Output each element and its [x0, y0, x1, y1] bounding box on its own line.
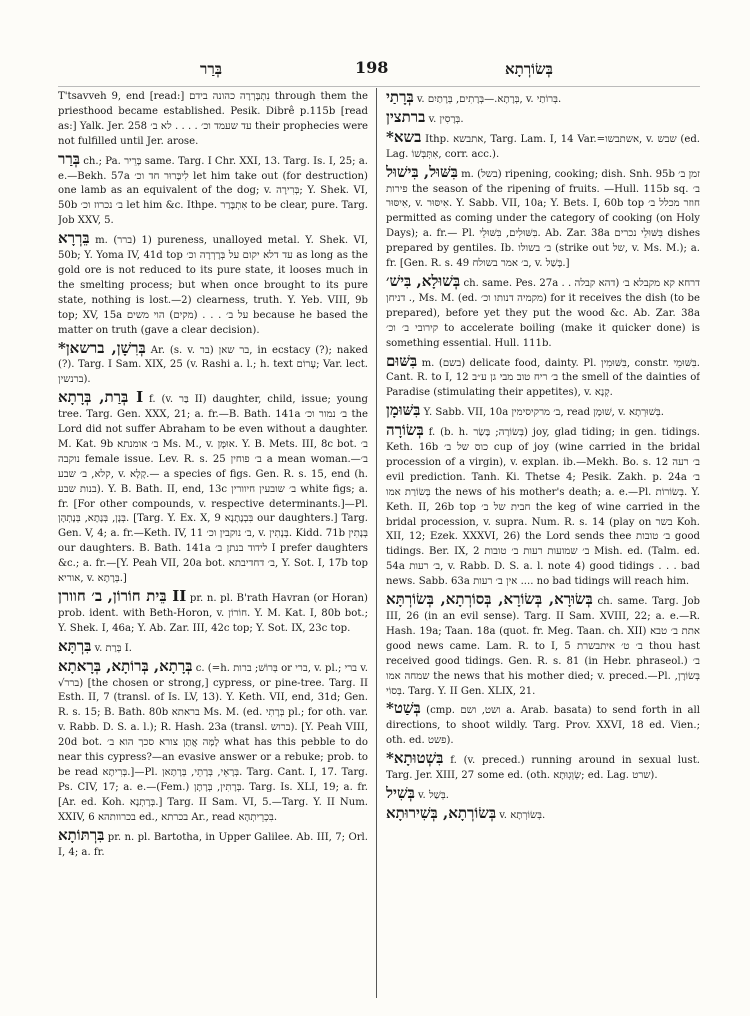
entry-headword: בְּרָתַי: [386, 90, 414, 106]
entry-headword: *בְּרִשָׁן, ברשאן: [58, 338, 146, 357]
dictionary-entry: [386, 107, 700, 128]
entry-body: f. (b. h. בְּשׂוֹרָה; בָּשַׂר) joy, glad tiding; in gen. tidings. Keth. 16b כוס של ב׳ cup of joy (wine carried in the bridal procession of a virgin), v. explan. ib.—Mekh. Bo. s. 12 ב׳ רעה evil prediction. Tanh. Ki. Thetse 4; Pesik. Zakh. p. 24a ב׳ בְּשׂוֹרַת אמו the news of his mother's death; a. e.—Pl. בְּשׂוֹרוֹת. Y. Keth. II, 26b top חבית של ב׳ the keg of wine carried in the bridal procession, v. supra. Num. R. s. 14 (play on בשר Koh. XII, 12; Ezek. XXXVI, 26) the Lord sends thee ב׳ טובות good tidings. Ber. IX, 2 ב׳ שמועות רעות ב׳ טובות Mish. ed. (Talm. ed. 54a ב׳ רעות, v. Rabb. D. S. a. l. note 4) good tidings . . . bad news. Sabb. 63a אין ב׳ רעות .... no bad tidings will reach him.: [386, 427, 700, 588]
entry-headword: בִּשּׁוּל, בִּישׁוּל: [386, 162, 458, 181]
entry-body: v. בְּשַׁל.: [418, 789, 449, 801]
entry-body: m. (ברר) 1) pureness, unalloyed metal. Y. Shek. VI, 50b; Y. Yoma IV, 41d top עד דלא יקום על בְּרָרְרָה וכ׳ as long as the gold ore is not reduced to its pure state, it looses much in the smelting process; but when once brought to its pure state, nothing is lost.—2) clearness, truth. Y. Yeb. VIII, 9b top; XV, 15a על ב׳ . . . (מקים) הוי משים because he based the matter on truth (gave a clear decision).: [58, 235, 368, 336]
entry-headword: ברתצין: [386, 107, 426, 126]
entry-headword: בִּשּׁוּמָן: [386, 401, 421, 420]
entry-body: ch. same. Pes. 27a דרחא קא מקבלא ב׳ (דהא קבלה . . . דניחן, Ms. M. (ed. מקמיה דנותו וכ׳) for it receives the dish (to be prepared), before yet they put the wood &c. Ab. Zar. 38a קירובי ב׳ וכ׳ to accelerate boiling (make it quicker done) is something essential. Hull. 111b.: [386, 277, 700, 349]
column-divider: [376, 88, 377, 998]
entry-body: ch. same. Targ. Job III, 26 (in an evil sense). Targ. II Sam. XVIII, 22; a. e.—R. Hash. 19a; Taan. 18a (quot. fr. Meg. Taan. ch. XII) אתת ב׳ טבא good news came. Lam. R. to I, 5 ב׳ ט׳ איתבשרת thou hast received good tidings. Gen. R. s. 81 (in Hebr. phraseol.) ב׳ שמחה אמו the news that his mother died; v. preced.—Pl. בְּשׂוֹרָן, בְּסוֹי. Targ. Y. II Gen. XLIX, 21.: [386, 596, 700, 697]
dictionary-entry: [386, 271, 700, 352]
entry-headword: בְּשׂוֹרָה: [386, 421, 424, 440]
dictionary-entry: [58, 149, 368, 230]
dictionary-entry: [386, 162, 700, 272]
left-column: [58, 90, 368, 996]
dictionary-entry: [386, 751, 700, 784]
dictionary-entry: [58, 656, 368, 826]
page-number: 198: [355, 58, 389, 77]
entry-body: m. (בשם) delicate food, dainty. Pl. בִּשּׁוּמִין, constr. בִּשּׁוּמֵי. Cant. R. to I, 12 ב׳ ריח טוב מבי גן ע״ב the smell of the dainties of Paradise (stimulating their appetites), v. קְנָא.: [386, 357, 700, 399]
dictionary-entry: [386, 592, 700, 699]
entry-headword: בְּרַת, בְּרָתָא I: [58, 388, 144, 407]
entry-body: v. בְּרָסִין.: [428, 113, 464, 125]
entry-headword: בְּשׂוּרָא, בְּשׂוֹרָא, בְּסוֹרְתָא, בְּשׂוֹרְתָּא: [386, 590, 593, 609]
entry-headword: בְּשִׁיל: [386, 783, 415, 802]
entry-body: pr. n. pl. B'rath Havran (or Horan) prob. ident. with Beth-Horon, v. חוֹרוֹן. Y. M. Kat. I, 80b bot.; Y. Shek. I, 46a; Y. Ab. Zar. III, 42c top; Y. Sot. IX, 23c top.: [58, 593, 368, 634]
entry-body: pr. n. pl. Bartotha, in Upper Galilee. Ab. III, 7; Orl. I, 4; a. fr.: [58, 831, 368, 858]
entry-headword: בְּשׁוּלָא, בִּישׁ׳: [386, 271, 461, 290]
entry-headword: בְּרַר: [58, 149, 80, 168]
dictionary-entry: [386, 90, 700, 108]
dictionary-entry: [58, 390, 368, 587]
dictionary-entry: [386, 423, 700, 590]
right-running-head: בְּשׂוֹרְתָא: [505, 60, 553, 78]
dictionary-entry: [58, 589, 368, 637]
dictionary-entry: [58, 825, 368, 861]
entry-body: c. (=h. בְּרוֹשׁ; ברות or ברי, v. pl.; ברי v. √ברר) [the chosen or strong,] cypress, or pine-tree. Targ. II Esth. II, 7 (transl. of Is. LV, 13). Y. Keth. VII, end, 31d; Gen. R. s. 15; B. Bath. 80b בראתא Ms. M. (ed. בְּרָתִי pl.; for oth. var. v. Rabb. D. S. a. l.); R. Hash. 23a (transl. ברוש). [Y. Peah VIII, 20d bot. לָמָּה אֲתָן צורא סכך הוא ב׳ what has this pebble to do near this cypress?—an evasive answer or a rebuke; prob. to be read בְּרִיתָא.]—Pl. בְּרָאֵי, בְּרָתֵי, בְּרָתָאן. Targ. Cant. I, 17. Targ. Ps. CIV, 17; a. e.—(Fem.) בְּרָתִין, בְּרָתָן. Targ. Is. XLI, 19; a. fr. [Ar. ed. Koh. בְּרָתְנָא.] Targ. II Sam. VI, 5.—Targ. Y. II Num. XXIV, 6 בכרוותהא ed., בכרתא Ar., read בִּכְרֵיתְהָא.: [58, 662, 368, 823]
right-column: [386, 90, 700, 996]
entry-body: T'tsavveh 9, end [read:] נִתְבָּרְרָה כהונה בידם through them the priesthood became established. Pesik. Dibrê p.115b [read as:] Yalk. Jer. 258 עד שעמד וכ׳ . . . . לא ב׳ their prophecies were not fulfilled until Jer. arose.: [58, 91, 368, 147]
dictionary-entry: [386, 403, 700, 421]
entry-body: v. בְּרָתָא.—בְּרָתִים, בְּרָתַיִם, v. בְּרוֹתַי.: [416, 94, 562, 105]
dictionary-entry: [386, 701, 700, 749]
entry-body: f. (v. בַּר II) daughter, child, issue; young tree. Targ. Gen. XXX, 21; a. fr.—B. Bath. 141a ב׳ נמור וכ׳ the Lord did not suffer Abraham to be even without a daughter. M. Kat. 9b ב׳ אומנתא Ms. M., v. אוּמָּן. Y. B. Mets. III, 8c bot. ב׳ נוקבה female issue. Lev. R. s. 25 ב׳ פוחין a mean woman.—ב׳ קלא, ב׳ שבע, v. קָלָא.— a species of figs. Gen. R. s. 15, end (h. בנות שבע). Y. B. Bath. II, end, 13c ב׳ שובעין חיוורין white figs; a. fr. [For other compounds, v. respective determinants.]—Pl. בְּנָן, בְּנָתָא, בְּנָתְהָן. [Targ. Y. Ex. X, 9 בִּבְנָתָנָא our daughters.] Targ. Gen. V, 4; a. fr.—Keth. IV, 11 ב׳ נוקבין וכ׳, v. בְּנָתִין. Kidd. 71b בְּנָתִין our daughters. B. Bath. 141a לידוד בנתן ב׳ I prefer daughters &c.; a. fr.—[Y. Peah VII, 20a bot. ב׳ דחדיבתא, Y. Sot. I, 17b top אוריא, v. בְּרָתָא.]: [58, 394, 368, 585]
dictionary-entry: [58, 231, 368, 338]
header-rule: [58, 86, 700, 87]
entry-body: f. (v. preced.) running around in sexual lust. Targ. Jer. XIII, 27 some ed. (oth. שְׂוְגְוּתָא; ed. Lag. שרט).: [386, 755, 700, 782]
entry-body: Ar. (s. v. בר) בר שאן, in ecstacy (?); naked (?). Targ. I Sam. XIX, 25 (v. Rashi a. l.; h. text עָרוֹם; Var. lect. ברנשין).: [58, 344, 368, 386]
entry-headword: בְּרָתָא, בְּרוֹתָא, בְּרָאתָא: [58, 656, 193, 675]
entry-body: (cmp. ושט, ושם a. Arab. basata) to send forth in all directions, to shoot wildly. Targ. Prov. XXVI, 18 ed. Vien.; oth. ed. פשט).: [386, 705, 700, 747]
entry-body: v. בְּשׂוֹרְתָא.: [499, 809, 546, 821]
entry-body: Y. Sabb. VII, 10a ב׳ מרקיסימין, read שׁוּמָן, v. בְּשׁוּרְתָא.: [423, 407, 664, 419]
page-header: [0, 58, 750, 82]
entry-headword: *בִּשְׁטוּתָא: [386, 749, 444, 768]
entry-headword: *בְּשַׁט: [386, 699, 421, 718]
dictionary-entry: [58, 90, 368, 150]
entry-body: m. (בשל) ripening, cooking; dish. Snh. 95b זמן ב׳ פירות the season of the ripening of fruits. —Hull. 115b sq. ב׳ אִיסּוּר, v. אִיסּוּר. Y. Sabb. VII, 10a; Y. Bets. I, 60b top חוזר מכלל ב׳ permitted as coming under the category of cooking (on Holy Days); a. fr.— Pl. בִּשּׁוּלִים, בִּשּׁוּלֵי. Ab. Zar. 38a בִּשּׁוּלֵי נכרים dishes prepared by gentiles. Ib. ב׳ בשולו (strike out של, v. Ms. M.); a. fr. [Gen. R. s. 49 ב׳ אמר בשולח, v. בָּשַׁל.]: [386, 168, 700, 270]
dictionary-entry: [58, 338, 368, 389]
entry-headword: בֵּרְרָא: [58, 229, 90, 248]
dictionary-entry: [386, 127, 700, 163]
entry-headword: בְּשׂוֹרְתָא, בְּשִׁירוּתָא: [386, 803, 497, 822]
dictionary-entry: [58, 636, 368, 657]
left-running-head: בְּרַר: [200, 60, 222, 78]
dictionary-entry: [386, 803, 700, 824]
dictionary-entry: [386, 351, 700, 402]
entry-headword: בֵּית חוֹרוֹן, ב׳ חוורן II: [58, 587, 187, 605]
entry-headword: בִּרְתּוֹתָא: [58, 825, 105, 844]
entry-headword: *בשא: [386, 127, 422, 146]
entry-body: ch.; Pa. בָּרֵיר same. Targ. I Chr. XXI, 13. Targ. Is. I, 25; a. e.—Bekh. 57a לִיבָּרוּר חד וכ׳ let him take out (for destruction) one lamb as an equivalent of the dog; v. בְּרִירָה; Y. Shek. VI, 50b ב׳ נכרוז וכ׳ let him &c. Ithpe. אִתְבָּרַר to be clear, pure. Targ. Job XXV, 5.: [58, 155, 368, 227]
dictionary-entry: [386, 783, 700, 804]
entry-headword: בִּרְתָּא: [58, 636, 92, 655]
entry-headword: בִּשּׁוּם: [386, 351, 418, 370]
entry-body: v. בְּרַת I.: [94, 642, 132, 654]
entry-body: Ithp. אתבשא, Targ. Lam. I, 14 Var.=אשתבשו, v. שבש (ed. Lag. אִתְּבְּשׁוֹ, corr. acc.).: [386, 133, 700, 160]
